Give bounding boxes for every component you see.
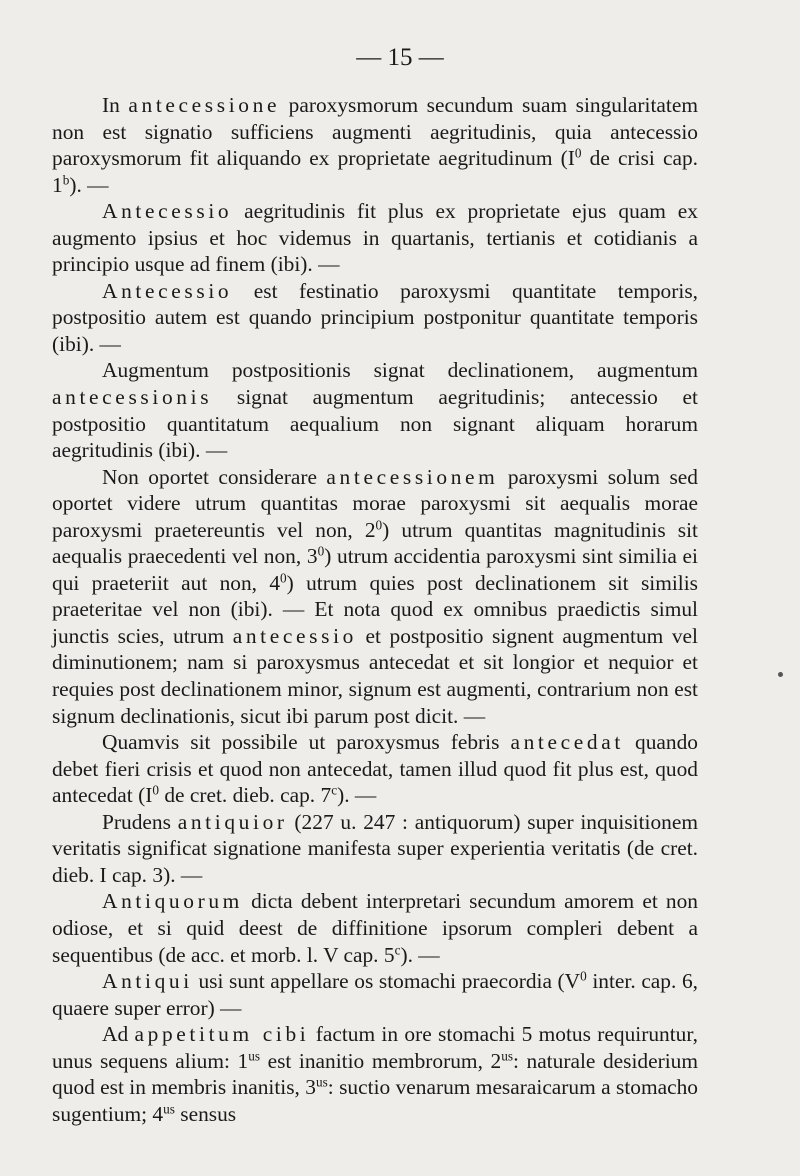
text-run: Ad	[102, 1022, 135, 1047]
text-run: est festinatio paroxysmi quantitate temporis, postpositio autem est quando principium postponitur quantitate temporis (ibi). —	[52, 278, 698, 356]
spaced-keyword: antecessionem	[326, 464, 499, 489]
paragraph-antecessio-aegritudinis	[52, 198, 698, 278]
spaced-keyword: Antiquorum	[102, 889, 243, 914]
superscript: us	[163, 1101, 175, 1117]
text-run: Prudens	[102, 809, 178, 834]
margin-mark	[778, 672, 783, 677]
superscript: 0	[375, 517, 383, 533]
superscript: 0	[580, 968, 587, 984]
superscript: c	[331, 782, 338, 798]
text-run: In	[102, 93, 129, 117]
paragraph-augmentum-postpositionis	[52, 357, 698, 463]
spaced-keyword: antecedat	[510, 730, 624, 755]
text-run: paroxysmorum secundum suam singularitatem non est signatio sufficiens augmenti aegritudinis, quia antecessio paroxysmorum fit aliquando ex proprietate aegritudinum (I	[52, 93, 698, 171]
text-run: ) utrum quantitas magnitudinis sit aequalis praecedenti vel non, 3	[52, 517, 698, 569]
text-run: Quamvis sit possibile ut paroxysmus febris	[102, 730, 511, 755]
paragraph-appetitum-cibi	[52, 1021, 698, 1127]
text-run: ). —	[337, 783, 377, 808]
superscript: 0	[574, 145, 582, 161]
spaced-keyword: antecessionis	[52, 385, 213, 410]
superscript: us	[248, 1048, 260, 1064]
text-run: et postpositio signent augmentum vel diminutionem; nam si paroxysmus antecedat et sit longior et nequior et requies post declinationem minor, signum est augmenti, contrarium non est signum declinationis, sicut ibi parum post dicit. —	[52, 623, 698, 728]
text-run: ) utrum accidentia paroxysmi sint similia ei qui praeteriit aut non, 4	[52, 544, 698, 595]
text-run: : naturale desiderium quod est in membris inanitis, 3	[52, 1048, 698, 1100]
text-run: ) utrum quies post declinationem sit similis praeteritae vel non (ibi). — Et nota quod ex omnibus praedictis simul junctis scies, utrum	[52, 570, 698, 648]
text-run: de cret. dieb. cap. 7	[158, 783, 332, 808]
paragraph-prudens-antiquior	[52, 809, 698, 889]
text-run: paroxysmi solum sed oportet videre utrum quantitas morae paroxysmi sit aequalis morae paroxysmi praetereuntis vel non, 2	[52, 464, 698, 542]
paragraph-antiqui-usi	[52, 968, 698, 1021]
paragraph-antecessio-festinatio	[52, 278, 698, 358]
superscript: c	[394, 942, 401, 958]
text-run: ). —	[400, 942, 440, 967]
spaced-keyword: antiquior	[177, 809, 288, 834]
text-run: quando debet fieri crisis et quod non antecedat, tamen illud quod fit plus est, quod antecedat (I	[52, 730, 698, 808]
spaced-keyword: antecessio	[232, 623, 357, 648]
body-text	[52, 92, 698, 1127]
text-run: factum in ore stomachi 5 motus requiruntur, unus sequens alium: 1	[52, 1022, 698, 1073]
text-run: sensus	[174, 1101, 237, 1126]
text-run: dicta debent interpretari secundum amorem et non odiose, et si quid deest de diffinitione ipsorum compleri debent a sequentibus (de acc. et morb. l. V cap. 5	[52, 889, 698, 967]
text-run: aegritudinis fit plus ex proprietate ejus quam ex augmento ipsius et hoc videmus in quartanis, tertianis et cotidianis a principio usque ad finem (ibi). —	[52, 199, 698, 277]
text-run: Augmentum postpositionis signat declinationem, augmentum	[102, 358, 698, 383]
text-run: (227 u. 247 : antiquorum) super inquisitionem veritatis significat signatione manifesta super experientia veritatis (de cret. dieb. I cap. 3). —	[52, 809, 698, 887]
superscript: us	[315, 1074, 328, 1090]
page-number: — 15 —	[356, 44, 444, 71]
text-run: signat augmentum aegritudinis; antecessio et postpositio quantitatum aequalium non signant aliquam horarum aegritudinis (ibi). —	[52, 385, 698, 463]
spaced-keyword: antecessione	[128, 93, 281, 117]
text-run: ). —	[69, 172, 109, 197]
spaced-keyword: appetitum cibi	[134, 1022, 310, 1047]
text-run: Non oportet considerare	[102, 464, 327, 489]
spaced-keyword: Antecessio	[102, 278, 233, 303]
text-run: : suctio venarum mesaraicarum a stomacho sugentium; 4	[52, 1075, 698, 1126]
superscript: 0	[152, 782, 159, 798]
paragraph-antecessione	[52, 92, 698, 198]
paragraph-non-oportet	[52, 464, 698, 729]
text-run: de crisi cap. 1	[52, 146, 698, 197]
text-run: est inanitio membrorum, 2	[260, 1048, 502, 1073]
superscript: 0	[317, 544, 325, 559]
text-run: inter. cap. 6, quaere super error) —	[52, 969, 698, 1020]
spaced-keyword: Antiqui	[102, 969, 193, 994]
spaced-keyword: Antecessio	[102, 199, 233, 224]
paragraph-antiquorum-dicta	[52, 888, 698, 968]
superscript: us	[501, 1048, 513, 1064]
superscript: 0	[280, 570, 287, 586]
text-run: usi sunt appellare os stomachi praecordia (V	[192, 969, 581, 994]
superscript: b	[62, 172, 70, 188]
paragraph-quamvis	[52, 729, 698, 809]
